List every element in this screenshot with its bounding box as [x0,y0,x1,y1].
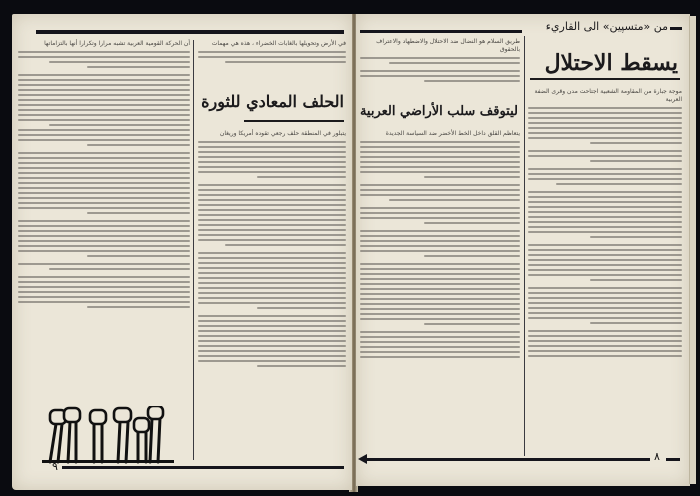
left-page [12,14,352,490]
article-headline: الحلف المعادي للثورة [201,92,344,111]
page-number: ٩ [52,460,58,473]
top-left-column [360,38,520,88]
article-body [198,130,346,373]
headline-underline [530,78,680,80]
secondary-headline: ليتوقف سلب الأراضي العربية [359,104,518,119]
section-kicker: من «متسپين» الى القاريء [545,20,668,33]
page-number: ٨ [654,450,660,463]
page-number-dash [666,458,680,461]
column-divider [193,40,194,460]
right-page [356,14,690,486]
bottom-rule [364,458,650,461]
article-lead: يتبلور في المنطقة حلف رجعي تقوده أمريكا وريغان [219,130,346,137]
article-column [198,40,346,69]
left-column [18,40,190,314]
column-snippet: في الأرض وتحويلها بالغابات الخضراء ، هذه هي مهمات [211,40,346,47]
kicker-dash [670,27,682,30]
raised-fists-illustration [42,406,174,464]
main-headline: يسقط الاحتلال [544,50,678,76]
top-rule [360,30,522,33]
bottom-rule [62,466,344,469]
article-lead: يتعاظم القلق داخل الخط الأخضر ضد السياسة الجديدة [385,130,520,137]
top-rule [36,30,344,34]
column-divider [524,36,525,456]
column-snippet: أن الحركة القومية العربية تشبه مرارا وتكرارا أنها بالتزاماتها [44,40,190,47]
headline-underline [244,120,344,122]
column-snippet: طريق السلام هو النضال ضد الاحتلال والاضطهاد والاعتراف بالحقوق [376,38,520,53]
article-lead: موجة جبارة من المقاومة الشعبية اجتاحت مدن وقرى الضفة العربية [534,88,682,103]
main-article-body [528,88,682,363]
secondary-article-body [360,130,520,364]
bottom-arrow-icon [358,454,367,464]
